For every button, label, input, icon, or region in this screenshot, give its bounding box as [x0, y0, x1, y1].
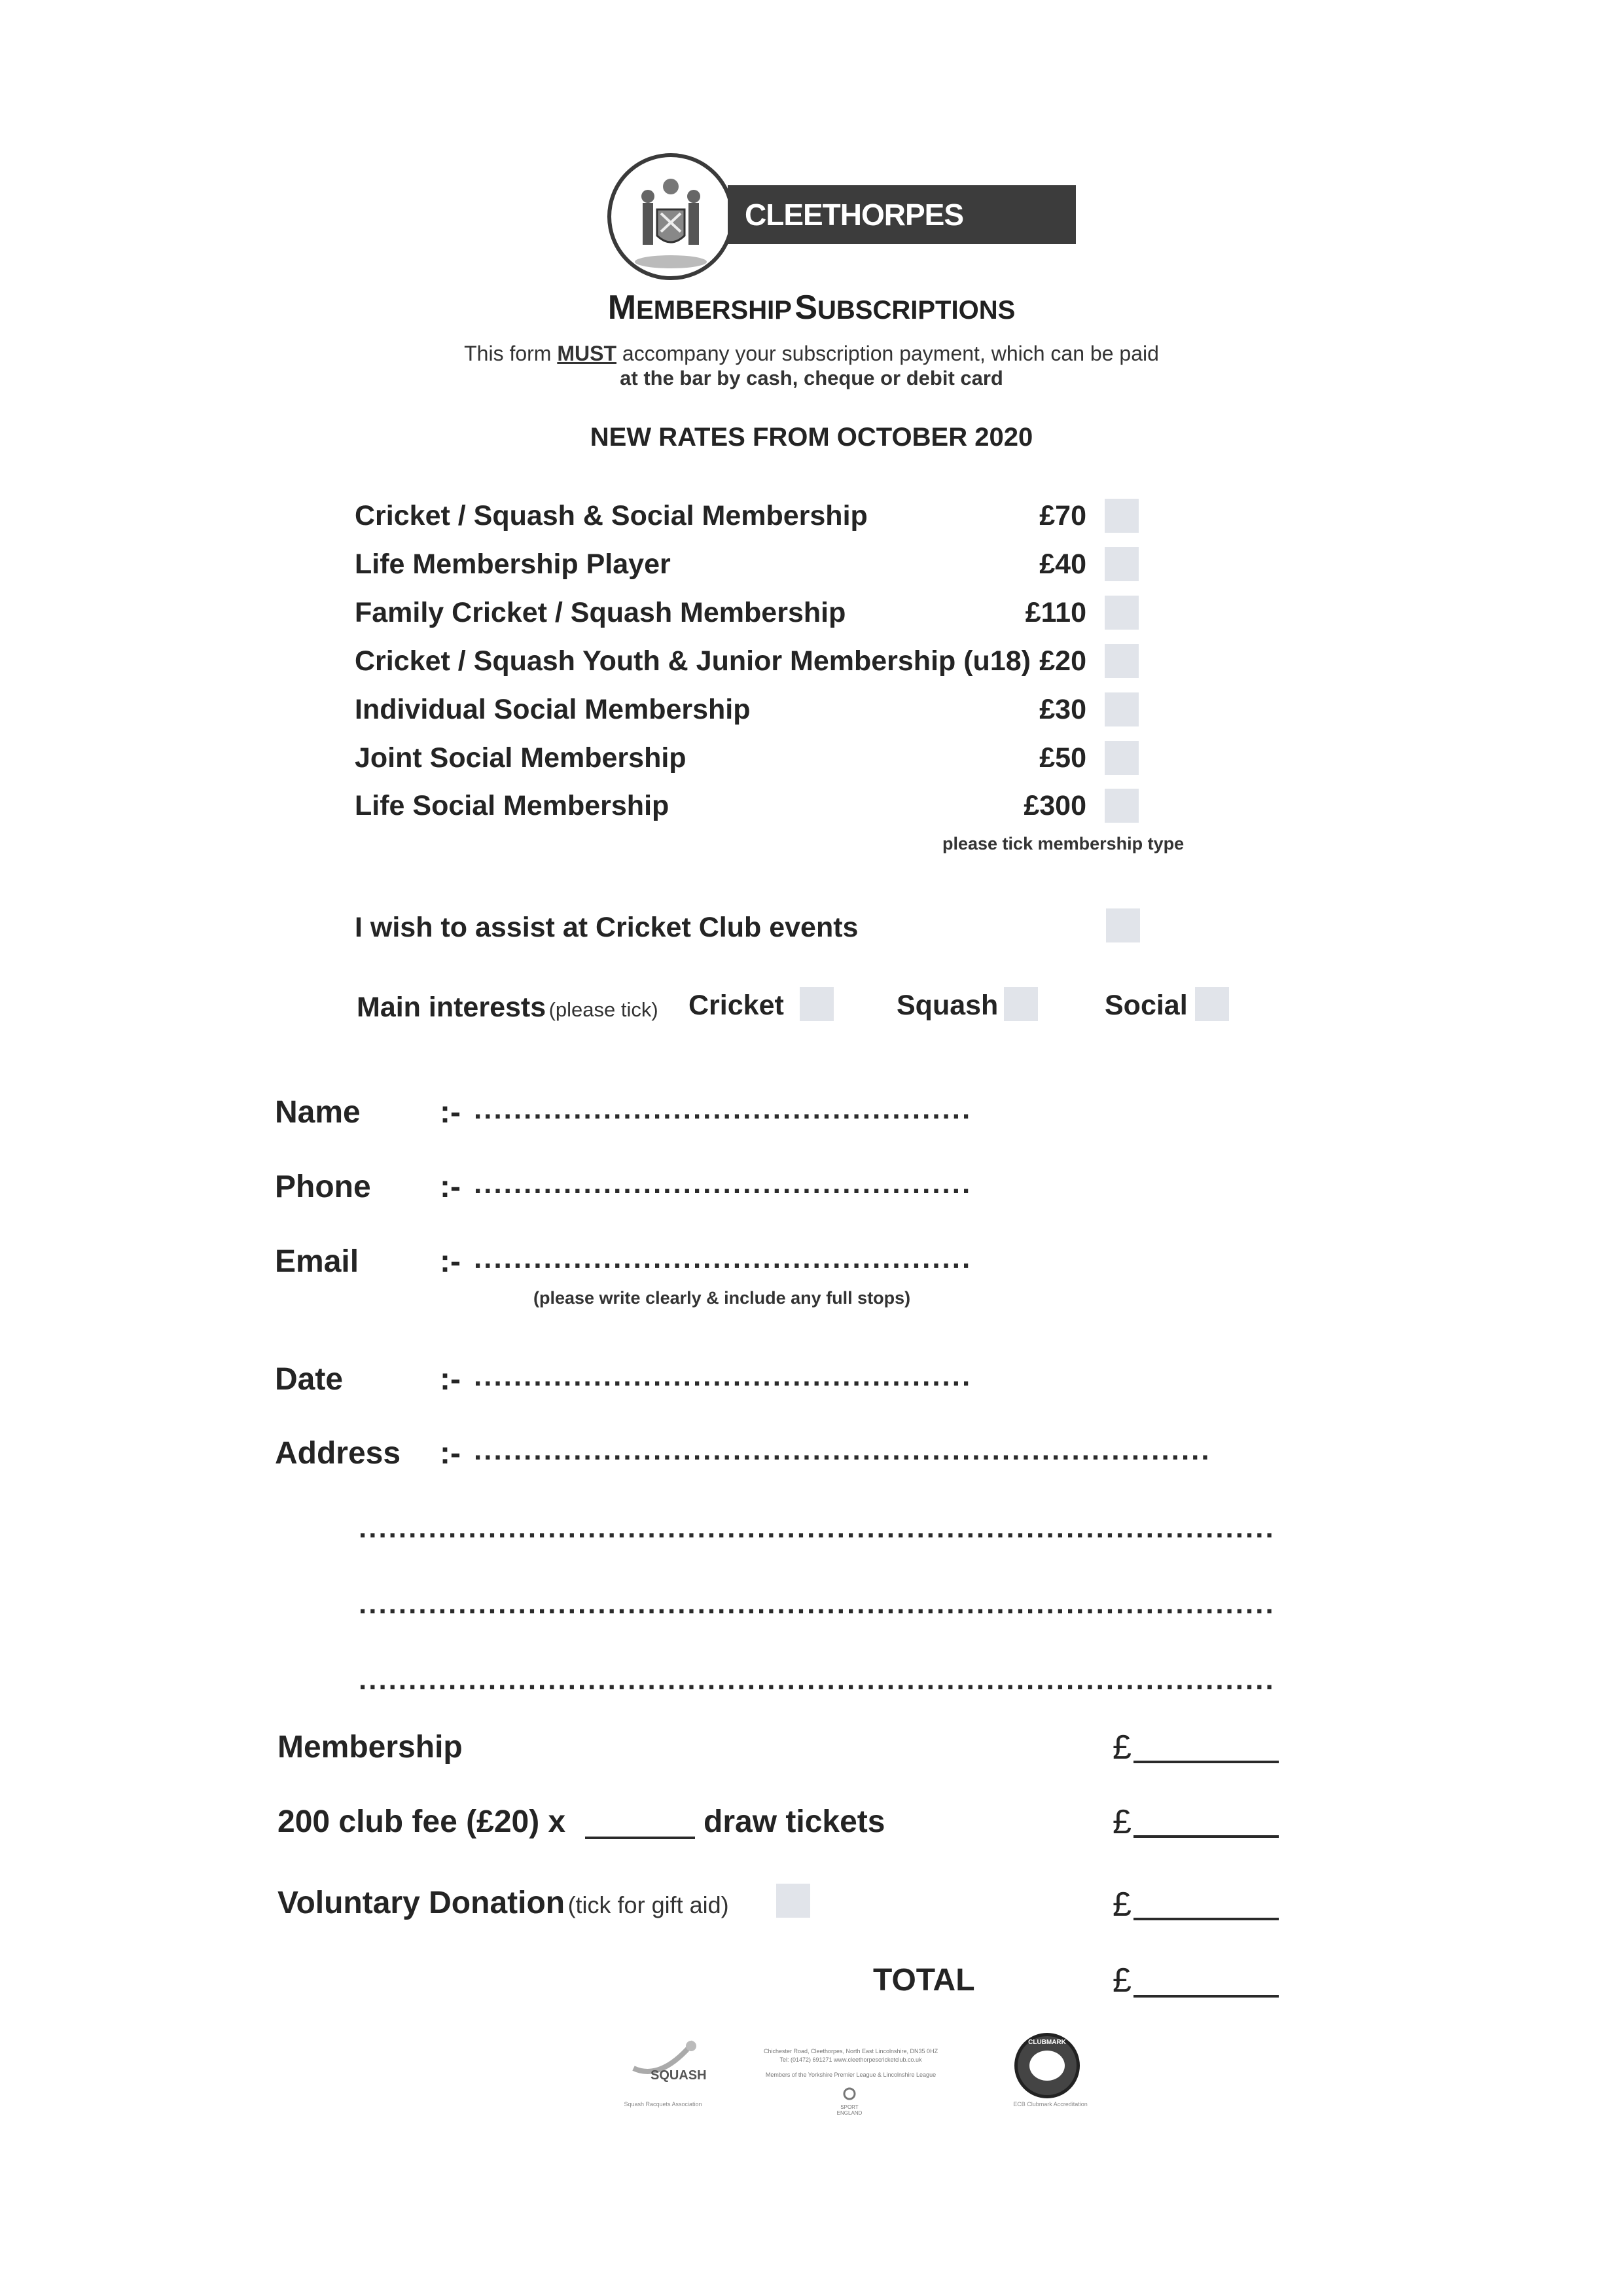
club-name-banner: CLEETHORPES CRICKET CLUB: [728, 185, 1076, 244]
title-cap-m: M: [607, 289, 637, 327]
squash-logo-text: SQUASH: [651, 2068, 707, 2083]
interest-squash-label: Squash: [897, 990, 999, 1021]
date-separator: :-: [440, 1362, 461, 1397]
address-input-line-4[interactable]: ............................................................................................: [359, 1664, 1275, 1696]
draw-ticket-count-line[interactable]: [585, 1837, 695, 1839]
date-input-line[interactable]: ..................................................: [474, 1360, 972, 1392]
email-input-line[interactable]: ..................................................: [474, 1242, 972, 1274]
sport-england-text: SPORT ENGLAND: [836, 2104, 863, 2116]
tick-note: please tick membership type: [942, 834, 1185, 853]
page-title: [0, 288, 1623, 327]
name-input-line[interactable]: ..................................................: [474, 1093, 972, 1125]
interest-cricket-tick-box[interactable]: [800, 987, 834, 1021]
title-rest-embership: EMBERSHIP: [636, 296, 792, 325]
currency-sign: £: [1113, 1962, 1132, 2000]
club-fee-amount-line[interactable]: [1133, 1835, 1279, 1838]
footer-address-line-2: Tel: (01472) 691271 www.cleethorpescricketclub.co.uk: [779, 2056, 922, 2063]
footer-address: [746, 2047, 955, 2079]
intro-line-1: [0, 342, 1623, 366]
membership-amount-line[interactable]: [1133, 1761, 1279, 1763]
clubmark-logo: [1014, 2033, 1080, 2098]
membership-price: £110: [1025, 597, 1086, 628]
membership-label: Individual Social Membership: [355, 694, 751, 725]
assist-tick-box[interactable]: [1106, 908, 1140, 942]
donation-note: (tick for gift aid): [567, 1892, 729, 1918]
membership-price: £40: [1039, 548, 1086, 580]
interest-social-tick-box[interactable]: [1195, 987, 1229, 1021]
clubmark-text: CLUBMARK: [1028, 2039, 1066, 2046]
email-note: (please write clearly & include any full stops): [533, 1288, 911, 1308]
interest-squash-tick-box[interactable]: [1004, 987, 1038, 1021]
address-separator: :-: [440, 1436, 461, 1471]
clubmark-inner: [1029, 2051, 1065, 2081]
squash-logo: [628, 2036, 707, 2088]
interests-label: Main interests: [357, 992, 546, 1023]
currency-sign: £: [1113, 1803, 1132, 1841]
currency-sign: £: [1113, 1729, 1132, 1767]
clubmark-caption: ECB Clubmark Accreditation: [1013, 2101, 1088, 2108]
email-label: Email: [275, 1244, 359, 1279]
total-amount-line[interactable]: [1133, 1995, 1279, 1998]
membership-label: Cricket / Squash Youth & Junior Membership (u18): [355, 645, 1031, 677]
email-separator: :-: [440, 1244, 461, 1279]
membership-price: £30: [1039, 694, 1086, 725]
address-input-line-1[interactable]: ..........................................................................: [474, 1434, 1211, 1466]
membership-price: £300: [1024, 790, 1086, 821]
sport-england-icon: [831, 2087, 868, 2101]
gift-aid-tick-box[interactable]: [776, 1884, 810, 1918]
membership-price: £20: [1039, 645, 1086, 677]
rates-heading: NEW RATES FROM OCTOBER 2020: [590, 423, 1033, 452]
total-label: TOTAL: [873, 1963, 975, 1998]
phone-input-line[interactable]: ..................................................: [474, 1168, 972, 1200]
membership-tick-box-6[interactable]: [1105, 789, 1139, 823]
name-label: Name: [275, 1095, 361, 1130]
intro-pre: This form: [464, 342, 552, 365]
currency-sign: £: [1113, 1886, 1132, 1924]
date-label: Date: [275, 1362, 344, 1397]
intro-line-2: at the bar by cash, cheque or debit card: [620, 367, 1003, 389]
interests-note: (please tick): [548, 998, 658, 1021]
title-cap-s: S: [794, 289, 818, 327]
footer-league-line: Members of the Yorkshire Premier League & Lincolnshire League: [765, 2072, 936, 2078]
intro-post: accompany your subscription payment, which can be paid: [622, 342, 1159, 365]
membership-tick-box-0[interactable]: [1105, 499, 1139, 533]
address-label: Address: [275, 1436, 401, 1471]
membership-label: Cricket / Squash & Social Membership: [355, 500, 868, 531]
membership-tick-box-3[interactable]: [1105, 644, 1139, 678]
address-input-line-2[interactable]: ............................................................................................: [359, 1512, 1275, 1544]
membership-price: £50: [1039, 742, 1086, 774]
phone-label: Phone: [275, 1170, 371, 1204]
donation-row: [277, 1885, 729, 1921]
name-separator: :-: [440, 1095, 461, 1130]
intro-must: MUST: [557, 342, 616, 365]
title-rest-ubscriptions: UBSCRIPTIONS: [817, 296, 1016, 325]
membership-tick-box-2[interactable]: [1105, 596, 1139, 630]
footer-address-line-1: Chichester Road, Cleethorpes, North East Lincolnshire, DN35 0HZ: [763, 2048, 938, 2054]
phone-separator: :-: [440, 1170, 461, 1204]
membership-tick-box-5[interactable]: [1105, 741, 1139, 775]
interest-social-label: Social: [1105, 990, 1188, 1021]
donation-amount-line[interactable]: [1133, 1918, 1279, 1920]
membership-label: Life Social Membership: [355, 790, 669, 821]
assist-label: I wish to assist at Cricket Club events: [355, 912, 859, 943]
club-fee-label: 200 club fee (£20) x: [277, 1804, 566, 1839]
membership-total-label: Membership: [277, 1730, 463, 1765]
membership-price: £70: [1039, 500, 1086, 531]
sport-england-logo: [831, 2087, 868, 2116]
membership-label: Family Cricket / Squash Membership: [355, 597, 846, 628]
address-input-line-3[interactable]: ............................................................................................: [359, 1588, 1275, 1620]
membership-label: Life Membership Player: [355, 548, 671, 580]
main-interests: [357, 992, 658, 1024]
squash-caption: Squash Racquets Association: [624, 2101, 702, 2108]
draw-tickets-label: draw tickets: [704, 1804, 885, 1839]
donation-label: Voluntary Donation: [277, 1886, 565, 1920]
crest-figures-icon: [611, 157, 730, 276]
interest-cricket-label: Cricket: [688, 990, 784, 1021]
membership-tick-box-1[interactable]: [1105, 547, 1139, 581]
club-crest-logo: [607, 153, 734, 280]
membership-label: Joint Social Membership: [355, 742, 687, 774]
membership-tick-box-4[interactable]: [1105, 692, 1139, 726]
